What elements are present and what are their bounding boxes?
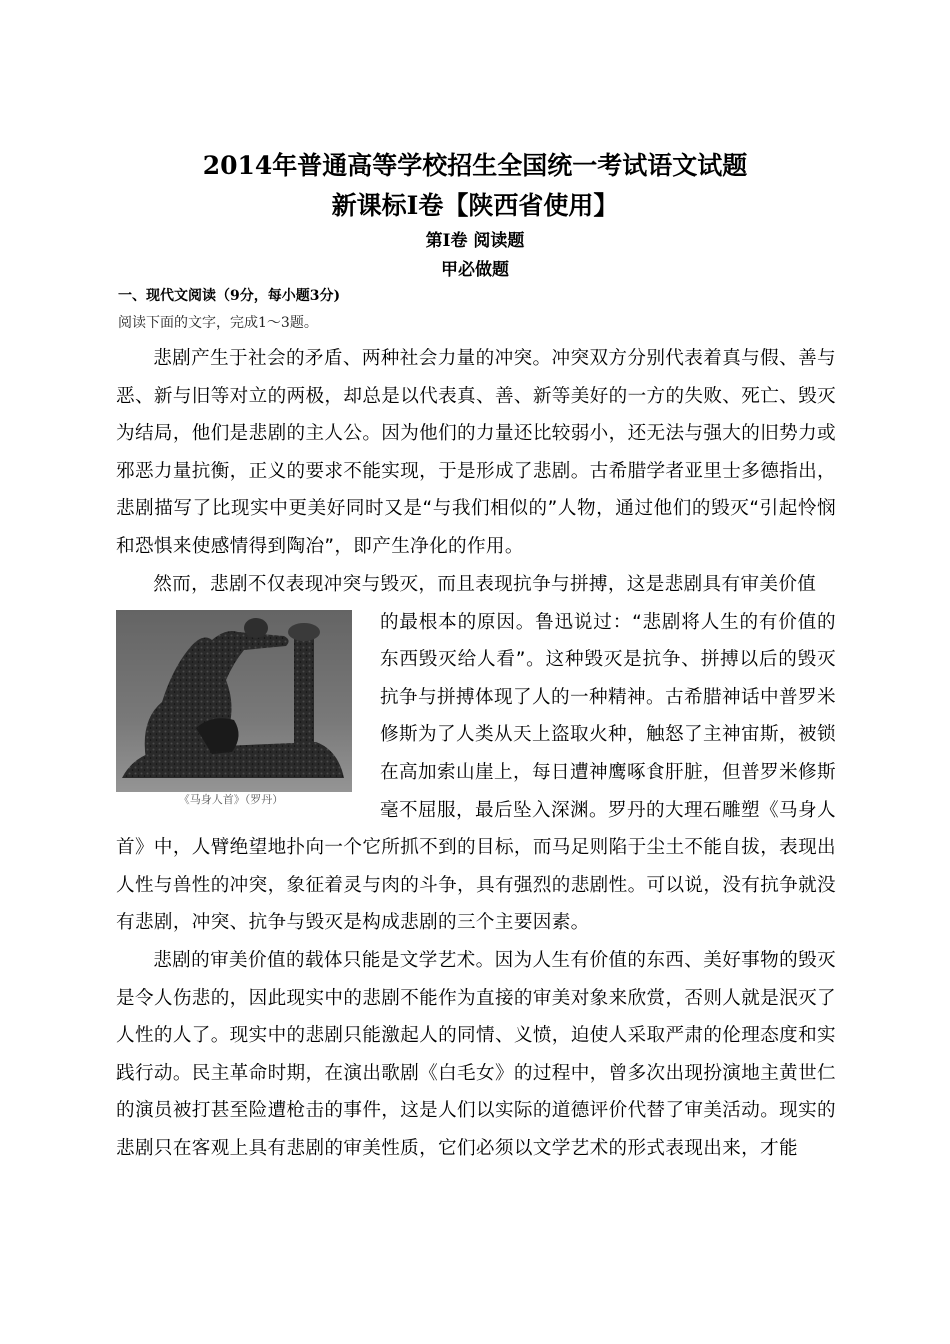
exam-title: 2014年普通高等学校招生全国统一考试语文试题 xyxy=(202,151,748,180)
volume-heading: 第Ⅰ卷 阅读题 xyxy=(425,231,525,251)
exam-subtitle: 新课标Ⅰ卷【陕西省使用】 xyxy=(331,191,619,220)
sculpture-figure xyxy=(116,610,364,817)
required-heading: 甲必做题 xyxy=(441,260,509,280)
paragraph-2 xyxy=(116,566,836,942)
paragraph-2-intro: 然而，悲剧不仅表现冲突与毁灭，而且表现抗争与拼搏，这是悲剧具有审美价值 xyxy=(153,574,817,595)
section-heading: 一、现代文阅读（9分，每小题3分) xyxy=(118,288,341,304)
figure-caption: 《马身人首》（罗丹） xyxy=(178,792,284,806)
paragraph-3: 悲剧的审美价值的载体只能是文学艺术。因为人生有价值的东西、美好事物的毁灭是令人伤悲的，因此现实中的悲剧不能作为直接的审美对象来欣赏，否则人就是泯灭了人性的人了。现实中的悲剧只能激起人的同情、义愤，迫使人采取严肃的伦理态度和实践行动。民主革命时期，在演出歌剧《白毛女》的过程中，曾多次出现扮演地主黄世仁的演员被打甚至险遭枪击的事件，这是人们以实际的道德评价代替了审美活动。现实的悲剧只在客观上具有悲剧的审美性质，它们必须以文学艺术的形式表现出来，才能 xyxy=(116,950,836,1159)
section-instruction: 阅读下面的文字，完成1～3题。 xyxy=(118,315,318,331)
paragraph-1: 悲剧产生于社会的矛盾、两种社会力量的冲突。冲突双方分别代表着真与假、善与恶、新与旧等对立的两极，却总是以代表真、善、新等美好的一方的失败、死亡、毁灭为结局，他们是悲剧的主人公。因为他们的力量还比较弱小，还无法与强大的旧势力或邪恶力量抗衡，正义的要求不能实现，于是形成了悲剧。古希腊学者亚里士多德指出，悲剧描写了比现实中更美好同时又是“与我们相似的”人物，通过他们的毁灭“引起怜悯和恐惧来使感情得到陶冶”，即产生净化的作用。 xyxy=(116,348,836,557)
sculpture-photo xyxy=(116,610,352,792)
paragraph-2-text: 的最根本的原因。鲁迅说过：“悲剧将人生的有价值的东西毁灭给人看”。这种毁灭是抗争、拼搏以后的毁灭抗争与拼搏体现了人的一种精神。古希腊神话中普罗米修斯为了人类从天上盗取火种，触怒了主神宙斯，被锁在高加索山崖上，每日遭神鹰啄食肝脏，但普罗米修斯毫不屈服，最后坠入深渊。罗丹的大理石雕塑《马身人首》中，人臂绝望地扑向一个它所抓不到的目标，而马足则陷于尘土不能自拔，表现出人性与兽性的冲突，象征着灵与肉的斗争，具有强烈的悲剧性。可以说，没有抗争就没有悲剧，冲突、抗争与毁灭是构成悲剧的三个主要因素。 xyxy=(116,611,836,934)
